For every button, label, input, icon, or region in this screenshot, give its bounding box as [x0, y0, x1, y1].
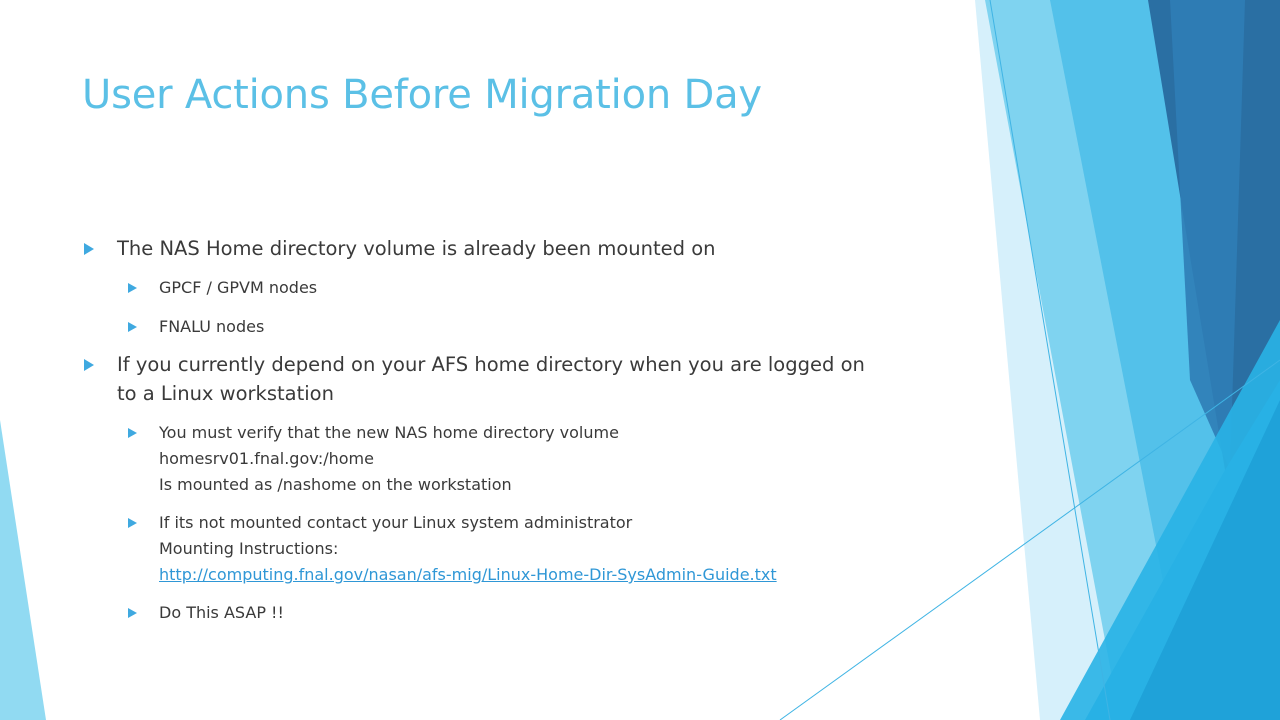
- sub-bullet-fnalu: [82, 314, 962, 340]
- sub-bullet-text-line-1: If its not mounted contact your Linux system administrator: [159, 513, 633, 532]
- sub-bullet-text: FNALU nodes: [159, 317, 265, 336]
- sub-bullet-text-line-2: homesrv01.fnal.gov:/home: [159, 449, 374, 468]
- bullet-text: The NAS Home directory volume is already been mounted on: [117, 237, 716, 260]
- bullet-arrow-icon: [128, 518, 137, 528]
- slide-content: [82, 230, 962, 626]
- bullet-arrow-icon: [84, 359, 94, 371]
- bullet-arrow-icon: [128, 322, 137, 332]
- left-edge-facet: [0, 420, 46, 720]
- bullet-afs-dependency: [82, 350, 962, 408]
- sub-bullet-link-line: [159, 562, 962, 588]
- sub-bullet-gpcf: [82, 275, 962, 301]
- sub-bullet-contact-admin: [82, 510, 962, 588]
- sub-bullet-text-line-1: You must verify that the new NAS home directory volume: [159, 423, 619, 442]
- slide-title: User Actions Before Migration Day: [82, 72, 762, 118]
- sub-bullet-asap: [82, 600, 962, 626]
- bullet-arrow-icon: [84, 243, 94, 255]
- bullet-arrow-icon: [128, 608, 137, 618]
- bullet-nas-mounted: [82, 234, 962, 263]
- bullet-arrow-icon: [128, 283, 137, 293]
- mounting-instructions-link[interactable]: http://computing.fnal.gov/nasan/afs-mig/Linux-Home-Dir-SysAdmin-Guide.txt: [159, 565, 777, 584]
- bullet-arrow-icon: [128, 428, 137, 438]
- sub-bullet-text-line-2: Mounting Instructions:: [159, 539, 339, 558]
- bullet-text-line-1: If you currently depend on your AFS home directory when you are logged on: [117, 353, 865, 376]
- bullet-text-line-2: to a Linux workstation: [117, 382, 334, 405]
- sub-bullet-verify: [82, 420, 962, 498]
- sub-bullet-text: Do This ASAP !!: [159, 603, 284, 622]
- sub-bullet-text-line-3: Is mounted as /nashome on the workstation: [159, 475, 512, 494]
- sub-bullet-text: GPCF / GPVM nodes: [159, 278, 318, 297]
